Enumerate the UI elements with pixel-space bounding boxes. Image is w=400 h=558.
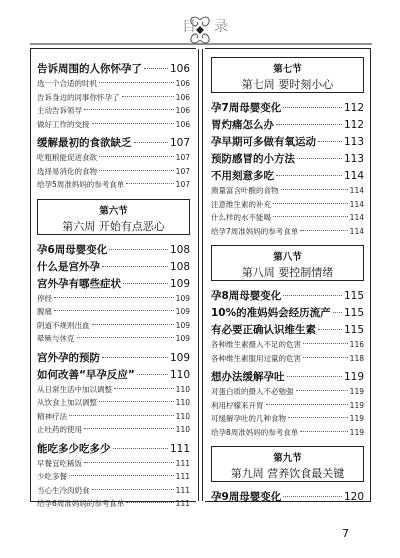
- toc-subentry[interactable]: [37, 471, 190, 482]
- toc-subentry[interactable]: [37, 458, 190, 469]
- dot-leader: [92, 324, 174, 325]
- dot-leader: [303, 343, 348, 344]
- dot-leader: [276, 175, 342, 176]
- entry-page: 107: [175, 153, 190, 162]
- entry-page: 110: [175, 398, 190, 407]
- dot-leader: [297, 158, 342, 159]
- entry-page: 111: [169, 442, 190, 455]
- header-title-left: 目: [182, 19, 196, 35]
- entry-page: 115: [343, 307, 364, 319]
- toc-subentry[interactable]: [37, 384, 190, 395]
- dot-leader: [92, 489, 174, 490]
- dot-leader: [137, 374, 168, 375]
- entry-page: 110: [175, 425, 190, 434]
- entry-title: 胃灼痛怎么办: [211, 119, 274, 131]
- toc-entry[interactable]: [211, 100, 364, 115]
- section-heading: [37, 199, 190, 235]
- toc-entry[interactable]: [211, 288, 364, 303]
- toc-subentry[interactable]: [37, 411, 190, 422]
- toc-subentry[interactable]: [37, 306, 190, 317]
- entry-page: 116: [349, 340, 364, 349]
- toc-subentry[interactable]: [211, 427, 364, 438]
- entry-title: 能吃多少吃多少: [37, 442, 111, 455]
- toc-subentry[interactable]: [211, 185, 364, 196]
- entry-title: 测量富含叶酸的食物: [211, 186, 279, 195]
- entry-page: 108: [169, 243, 190, 256]
- toc-subentry[interactable]: [211, 413, 364, 424]
- entry-title: 停经: [37, 293, 52, 303]
- entry-page: 109: [175, 334, 190, 343]
- entry-page: 110: [175, 384, 190, 394]
- entry-title: 注意维生素的补充: [211, 199, 271, 209]
- dot-leader: [134, 142, 168, 143]
- toc-entry[interactable]: [211, 369, 364, 384]
- entry-title: 告诉周围的人你怀孕了: [37, 63, 142, 75]
- entry-page: 119: [349, 414, 364, 423]
- dot-leader: [99, 401, 174, 402]
- dot-leader: [283, 496, 342, 497]
- entry-page: 113: [343, 136, 364, 148]
- toc-subentry[interactable]: [37, 485, 190, 496]
- entry-title: 利用柠檬来开胃: [211, 400, 264, 410]
- entry-title: 少吃多餐: [37, 472, 67, 481]
- entry-page: 109: [175, 320, 190, 330]
- dot-leader: [69, 475, 174, 476]
- entry-title: 可缓解孕吐的几种食物: [211, 414, 286, 423]
- section-heading: [211, 446, 364, 482]
- entry-page: 108: [169, 260, 190, 273]
- page-number: 7: [342, 527, 349, 540]
- toc-entry[interactable]: [37, 242, 190, 257]
- dot-leader: [273, 203, 348, 204]
- dot-leader: [303, 357, 348, 358]
- toc-entry[interactable]: [211, 168, 364, 183]
- toc-entry[interactable]: [211, 134, 364, 149]
- dot-leader: [102, 357, 168, 358]
- dot-leader: [113, 448, 168, 449]
- toc-subentry[interactable]: [37, 424, 190, 435]
- section-label: 第七节: [273, 64, 302, 75]
- entry-page: 119: [349, 400, 364, 410]
- entry-page: 115: [343, 290, 364, 302]
- toc-entry[interactable]: [37, 441, 190, 456]
- toc-subentry[interactable]: [37, 397, 190, 408]
- dot-leader: [300, 431, 347, 432]
- entry-title: 晕厥与休克: [37, 334, 75, 343]
- dot-leader: [273, 216, 348, 217]
- dot-leader: [99, 82, 174, 83]
- entry-title: 各种维生素摄入不足的危害: [211, 340, 301, 349]
- section-label: 第九节: [273, 453, 302, 464]
- entry-title: 做好工作的交接: [37, 119, 90, 129]
- entry-page: 109: [175, 293, 190, 303]
- entry-title: 孕7周母婴变化: [211, 102, 282, 114]
- entry-page: 114: [349, 199, 364, 209]
- entry-title: 孕6周母婴变化: [37, 243, 108, 256]
- entry-page: 107: [175, 180, 190, 189]
- entry-page: 109: [175, 307, 190, 316]
- entry-title: 给孕7周准妈妈的参考食单: [211, 226, 299, 236]
- ornament-icon: [0, 6, 400, 50]
- entry-title: 从饮食上加以调整: [37, 398, 97, 407]
- entry-title: 宫外孕的预防: [37, 351, 100, 364]
- toc-entry[interactable]: [211, 489, 364, 504]
- toc-entry[interactable]: [37, 367, 190, 382]
- toc-entry[interactable]: [37, 259, 190, 274]
- dot-leader: [281, 189, 348, 190]
- entry-title: 止吐药的使用: [37, 425, 82, 434]
- dot-leader: [144, 68, 168, 69]
- section-heading: [211, 245, 364, 281]
- entry-title: 对蛋白质的摄入不必勉强: [211, 387, 294, 396]
- dot-leader: [84, 109, 174, 110]
- entry-title: 有必要正确认识维生素: [211, 324, 316, 336]
- toc-left-column: [30, 48, 196, 508]
- section-label: 第八节: [273, 252, 302, 263]
- entry-page: 109: [169, 351, 190, 364]
- entry-page: 118: [349, 353, 364, 363]
- toc-subentry[interactable]: [37, 78, 190, 89]
- toc-subentry[interactable]: [37, 498, 190, 509]
- entry-page: 120: [343, 491, 364, 503]
- entry-page: 107: [175, 166, 190, 176]
- entry-page: 106: [175, 106, 190, 115]
- dot-leader: [92, 123, 174, 124]
- toc-entry[interactable]: [37, 135, 190, 150]
- entry-title: 给孕5周准妈妈的参考食单: [37, 180, 125, 189]
- entry-title: 不用刻意多吃: [211, 170, 274, 182]
- section-title: 第六周 开始有点恶心: [62, 219, 165, 233]
- toc-subentry[interactable]: [37, 320, 190, 331]
- dot-leader: [126, 183, 173, 184]
- entry-page: 111: [175, 485, 190, 495]
- toc-entry[interactable]: [37, 276, 190, 291]
- toc-entry[interactable]: [211, 305, 364, 320]
- dot-leader: [300, 230, 347, 231]
- entry-title: 主动告诉领导: [37, 106, 82, 115]
- toc-subentry[interactable]: [211, 353, 364, 364]
- dot-leader: [99, 170, 174, 171]
- entry-title: 预防感冒的小方法: [211, 153, 295, 165]
- dot-leader: [84, 428, 174, 429]
- entry-title: 精神疗法: [37, 411, 67, 421]
- entry-title: 选一个合适的时机: [37, 79, 97, 88]
- entry-title: 缓解最初的食欲缺乏: [37, 137, 132, 149]
- entry-title: 从日常生活中加以调整: [37, 384, 112, 394]
- toc-subentry[interactable]: [211, 400, 364, 411]
- entry-title: 吃粗粮能促进食欲: [37, 153, 97, 162]
- entry-page: 112: [343, 102, 364, 114]
- entry-page: 114: [343, 170, 364, 182]
- entry-title: 宫外孕有哪些症状: [37, 277, 121, 290]
- section-title: 第七周 要时刻小心: [241, 78, 334, 91]
- entry-title: 腹痛: [37, 307, 52, 316]
- entry-title: 10%的准妈妈会经历流产: [211, 307, 331, 319]
- dot-leader: [126, 502, 173, 503]
- dot-leader: [69, 415, 174, 416]
- dot-leader: [318, 329, 342, 330]
- entry-page: 115: [343, 324, 364, 336]
- dot-leader: [333, 312, 342, 313]
- dot-leader: [296, 390, 348, 391]
- entry-title: 给孕8周准妈妈的参考食单: [211, 427, 299, 437]
- toc-entry[interactable]: [211, 117, 364, 132]
- toc-subentry[interactable]: [37, 333, 190, 344]
- entry-title: 想办法缓解孕吐: [211, 371, 285, 383]
- entry-page: 110: [169, 368, 190, 381]
- entry-page: 106: [175, 119, 190, 129]
- dot-leader: [276, 124, 342, 125]
- entry-title: 各种维生素服用过量的危害: [211, 353, 301, 363]
- dot-leader: [283, 107, 342, 108]
- section-title: 第八周 要控制情绪: [241, 266, 334, 279]
- entry-page: 111: [175, 499, 190, 508]
- entry-title: 给孕6周准妈妈的参考食单: [37, 499, 125, 508]
- dot-leader: [123, 283, 168, 284]
- entry-page: 106: [175, 92, 190, 102]
- entry-title: 孕早期可多做有氧运动: [211, 136, 316, 148]
- entry-title: 什么样的水不能喝: [211, 213, 271, 222]
- entry-title: 孕9周母婴变化: [211, 491, 282, 503]
- entry-title: 告诉身边的同事你怀孕了: [37, 92, 120, 102]
- toc-right-column: [205, 48, 371, 502]
- toc-subentry[interactable]: [37, 179, 190, 190]
- entry-title: 阴道不规则出血: [37, 320, 90, 330]
- dot-leader: [102, 266, 168, 267]
- entry-title: 早餐宜吃稀饭: [37, 458, 82, 468]
- dot-leader: [109, 249, 168, 250]
- toc-subentry[interactable]: [211, 339, 364, 350]
- toc-subentry[interactable]: [37, 166, 190, 177]
- toc-subentry[interactable]: [37, 119, 190, 130]
- dot-leader: [283, 295, 342, 296]
- entry-page: 112: [343, 119, 364, 131]
- dot-leader: [54, 297, 174, 298]
- dot-leader: [77, 337, 174, 338]
- toc-subentry[interactable]: [37, 92, 190, 103]
- dot-leader: [54, 310, 174, 311]
- toc-subentry[interactable]: [211, 386, 364, 397]
- entry-page: 119: [343, 371, 364, 383]
- entry-page: 114: [349, 213, 364, 222]
- dot-leader: [266, 404, 348, 405]
- entry-page: 119: [349, 387, 364, 396]
- toc-header: [0, 6, 400, 50]
- entry-page: 111: [175, 458, 190, 468]
- entry-title: 什么是宫外孕: [37, 260, 100, 273]
- section-label: 第六节: [99, 205, 128, 217]
- dot-leader: [99, 156, 174, 157]
- toc-subentry[interactable]: [211, 226, 364, 237]
- section-heading: [211, 57, 364, 93]
- dot-leader: [318, 141, 342, 142]
- entry-page: 113: [343, 153, 364, 165]
- entry-page: 111: [175, 472, 190, 481]
- entry-page: 106: [175, 79, 190, 88]
- entry-title: 如何改善“早孕反应”: [37, 368, 135, 381]
- toc-subentry[interactable]: [37, 293, 190, 304]
- entry-page: 114: [349, 226, 364, 236]
- section-title: 第九周 营养饮食最关键: [230, 467, 345, 480]
- dot-leader: [114, 388, 174, 389]
- header-title-right: 录: [214, 19, 228, 35]
- entry-page: 110: [175, 411, 190, 421]
- entry-page: 109: [169, 277, 190, 290]
- toc-subentry[interactable]: [211, 212, 364, 223]
- entry-page: 107: [169, 137, 190, 149]
- entry-title: 当心生冷肉奶食: [37, 485, 90, 495]
- toc-subentry[interactable]: [37, 105, 190, 116]
- dot-leader: [84, 462, 174, 463]
- entry-page: 114: [349, 186, 364, 195]
- entry-title: 孕8周母婴变化: [211, 290, 282, 302]
- entry-page: 119: [349, 427, 364, 437]
- toc-subentry[interactable]: [211, 199, 364, 210]
- dot-leader: [287, 376, 342, 377]
- toc-entry[interactable]: [211, 322, 364, 337]
- entry-page: 106: [169, 63, 190, 75]
- entry-title: 选择易消化的食物: [37, 166, 97, 176]
- toc-entry[interactable]: [211, 151, 364, 166]
- toc-entry[interactable]: [37, 350, 190, 365]
- toc-entry[interactable]: [37, 61, 190, 76]
- dot-leader: [122, 96, 174, 97]
- toc-subentry[interactable]: [37, 152, 190, 163]
- dot-leader: [288, 417, 348, 418]
